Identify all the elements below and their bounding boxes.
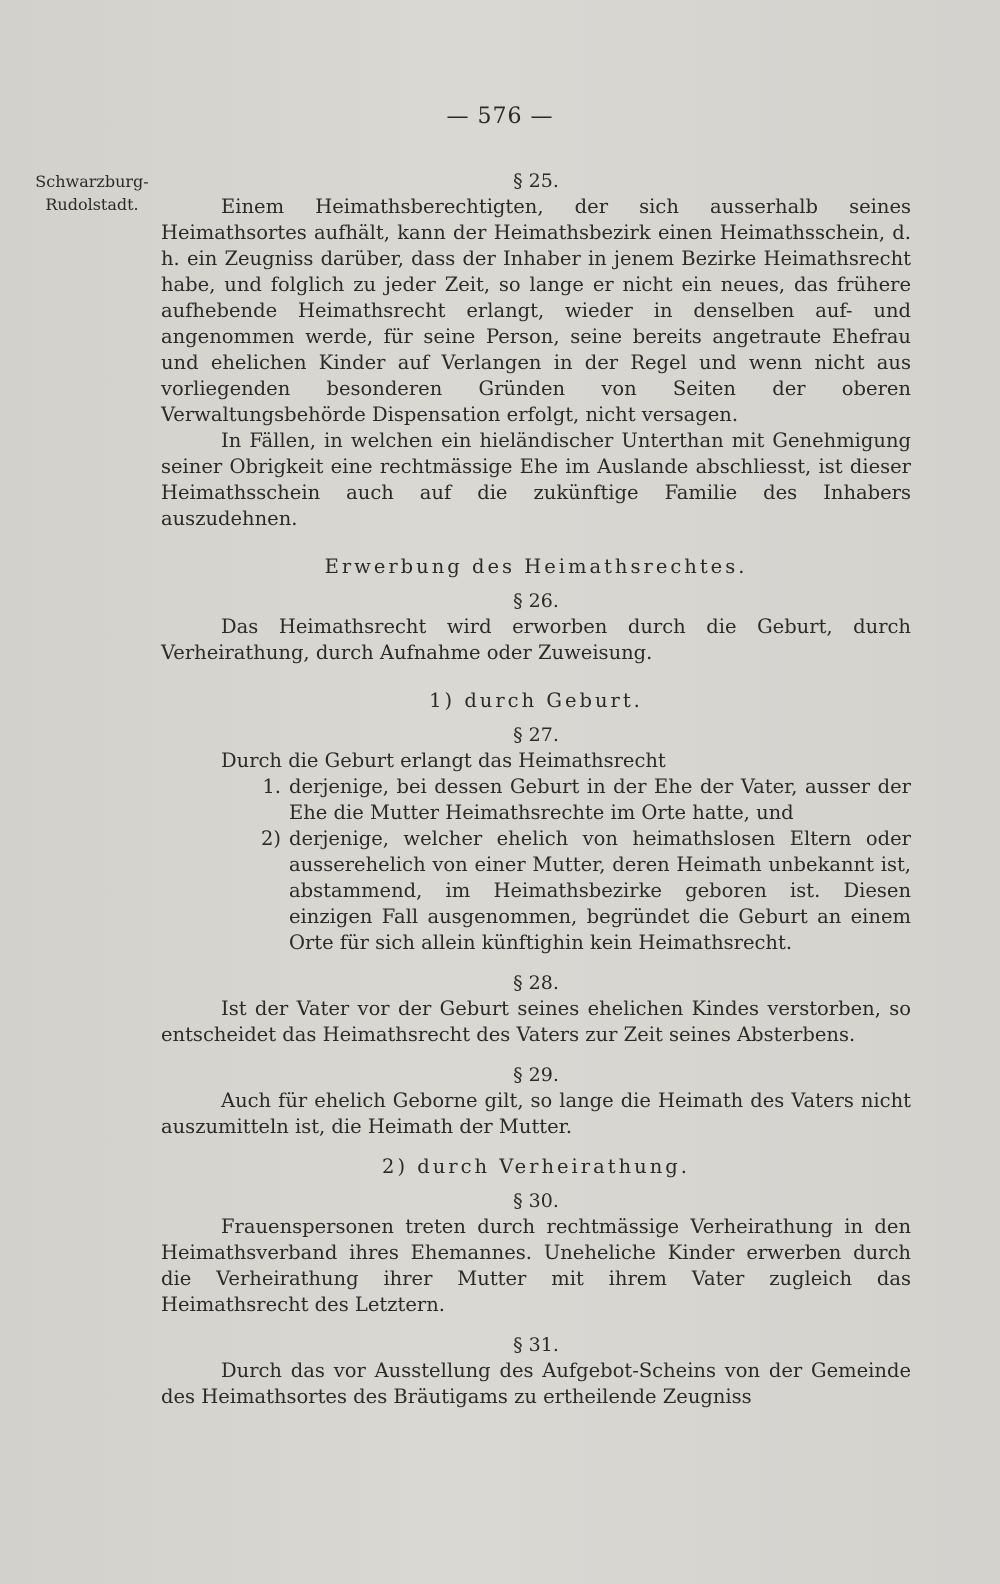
paragraph-25-1: Einem Heimathsberechtigten, der sich ausserhalb seines Heimathsortes aufhält, kann der Heimathsbezirk einen Heimathsschein, d. h. ein Zeugniss darüber, dass der Inhaber in jenem Bezirke Heimathsrecht habe, und folglich zu jeder Zeit, so lange er nicht ein neues, das frühere aufhebende Heimathsrecht erlangt, wieder in denselben auf- und angenommen werde, für seine Person, seine bereits angetraute Ehefrau und ehelichen Kinder auf Verlangen in der Regel und wenn nicht aus vorliegenden besonderen Gründen von Seiten der oberen Verwaltungsbehörde Dispensation erfolgt, nicht versagen. <box>161 195 911 426</box>
page-number: — 576 — <box>446 104 554 129</box>
paragraph-27-1: Durch die Geburt erlangt das Heimathsrecht <box>221 749 666 772</box>
list-item <box>161 826 911 956</box>
section-mark-27: § 27. <box>513 724 559 746</box>
margin-note: Schwarzburg-Rudolstadt. <box>35 172 149 214</box>
paragraph-30-1: Frauenspersonen treten durch rechtmässige Verheirathung in den Heimathsverband ihres Ehemannes. Uneheliche Kinder erwerben durch die Verheirathung ihrer Mutter mit ihrem Vater zugleich das Heimathsrecht des Letztern. <box>161 1215 911 1316</box>
paragraph-26-1: Das Heimathsrecht wird erworben durch die Geburt, durch Verheirathung, durch Aufnahme oder Zuweisung. <box>161 615 911 664</box>
section-mark-25: § 25. <box>513 170 559 192</box>
paragraph-25-2: In Fällen, in welchen ein hieländischer Unterthan mit Genehmigung seiner Obrigkeit eine rechtmässige Ehe im Auslande abschliesst, ist dieser Heimathsschein auch auf die zukünftige Familie des Inhabers auszudehnen. <box>161 429 911 530</box>
section-mark-29: § 29. <box>513 1064 559 1086</box>
paragraph-29-1: Auch für ehelich Geborne gilt, so lange die Heimath des Vaters nicht auszumitteln ist, die Heimath der Mutter. <box>161 1089 911 1138</box>
paragraph-31-1: Durch das vor Ausstellung des Aufgebot-Scheins von der Gemeinde des Heimathsortes des Bräutigams zu ertheilende Zeugniss <box>161 1359 911 1408</box>
section-mark-28: § 28. <box>513 972 559 994</box>
section-mark-31: § 31. <box>513 1334 559 1356</box>
section-mark-30: § 30. <box>513 1190 559 1212</box>
heading-erwerbung: Erwerbung des Heimathsrechtes. <box>324 555 748 578</box>
paragraph-28-1: Ist der Vater vor der Geburt seines ehelichen Kindes verstorben, so entscheidet das Heimathsrecht des Vaters zur Zeit seines Absterbens. <box>161 997 911 1046</box>
page-body <box>161 168 911 1410</box>
list-number: 2) <box>260 827 281 850</box>
list-text: derjenige, bei dessen Geburt in der Ehe der Vater, ausser der Ehe die Mutter Heimathsrechte im Orte hatte, und <box>289 775 911 824</box>
list-27 <box>161 774 911 956</box>
list-number: 1. <box>262 775 281 798</box>
heading-verheirathung: 2) durch Verheirathung. <box>382 1155 690 1178</box>
list-item <box>161 774 911 826</box>
section-mark-26: § 26. <box>513 590 559 612</box>
list-text: derjenige, welcher ehelich von heimathslosen Eltern oder ausserehelich von einer Mutter, deren Heimath unbekannt ist, abstammend, im Heimathsbezirke geboren ist. Diesen einzigen Fall ausgenommen, begründet die Geburt an einem Orte für sich allein künftighin kein Heimathsrecht. <box>289 827 911 954</box>
heading-geburt: 1) durch Geburt. <box>429 689 643 712</box>
